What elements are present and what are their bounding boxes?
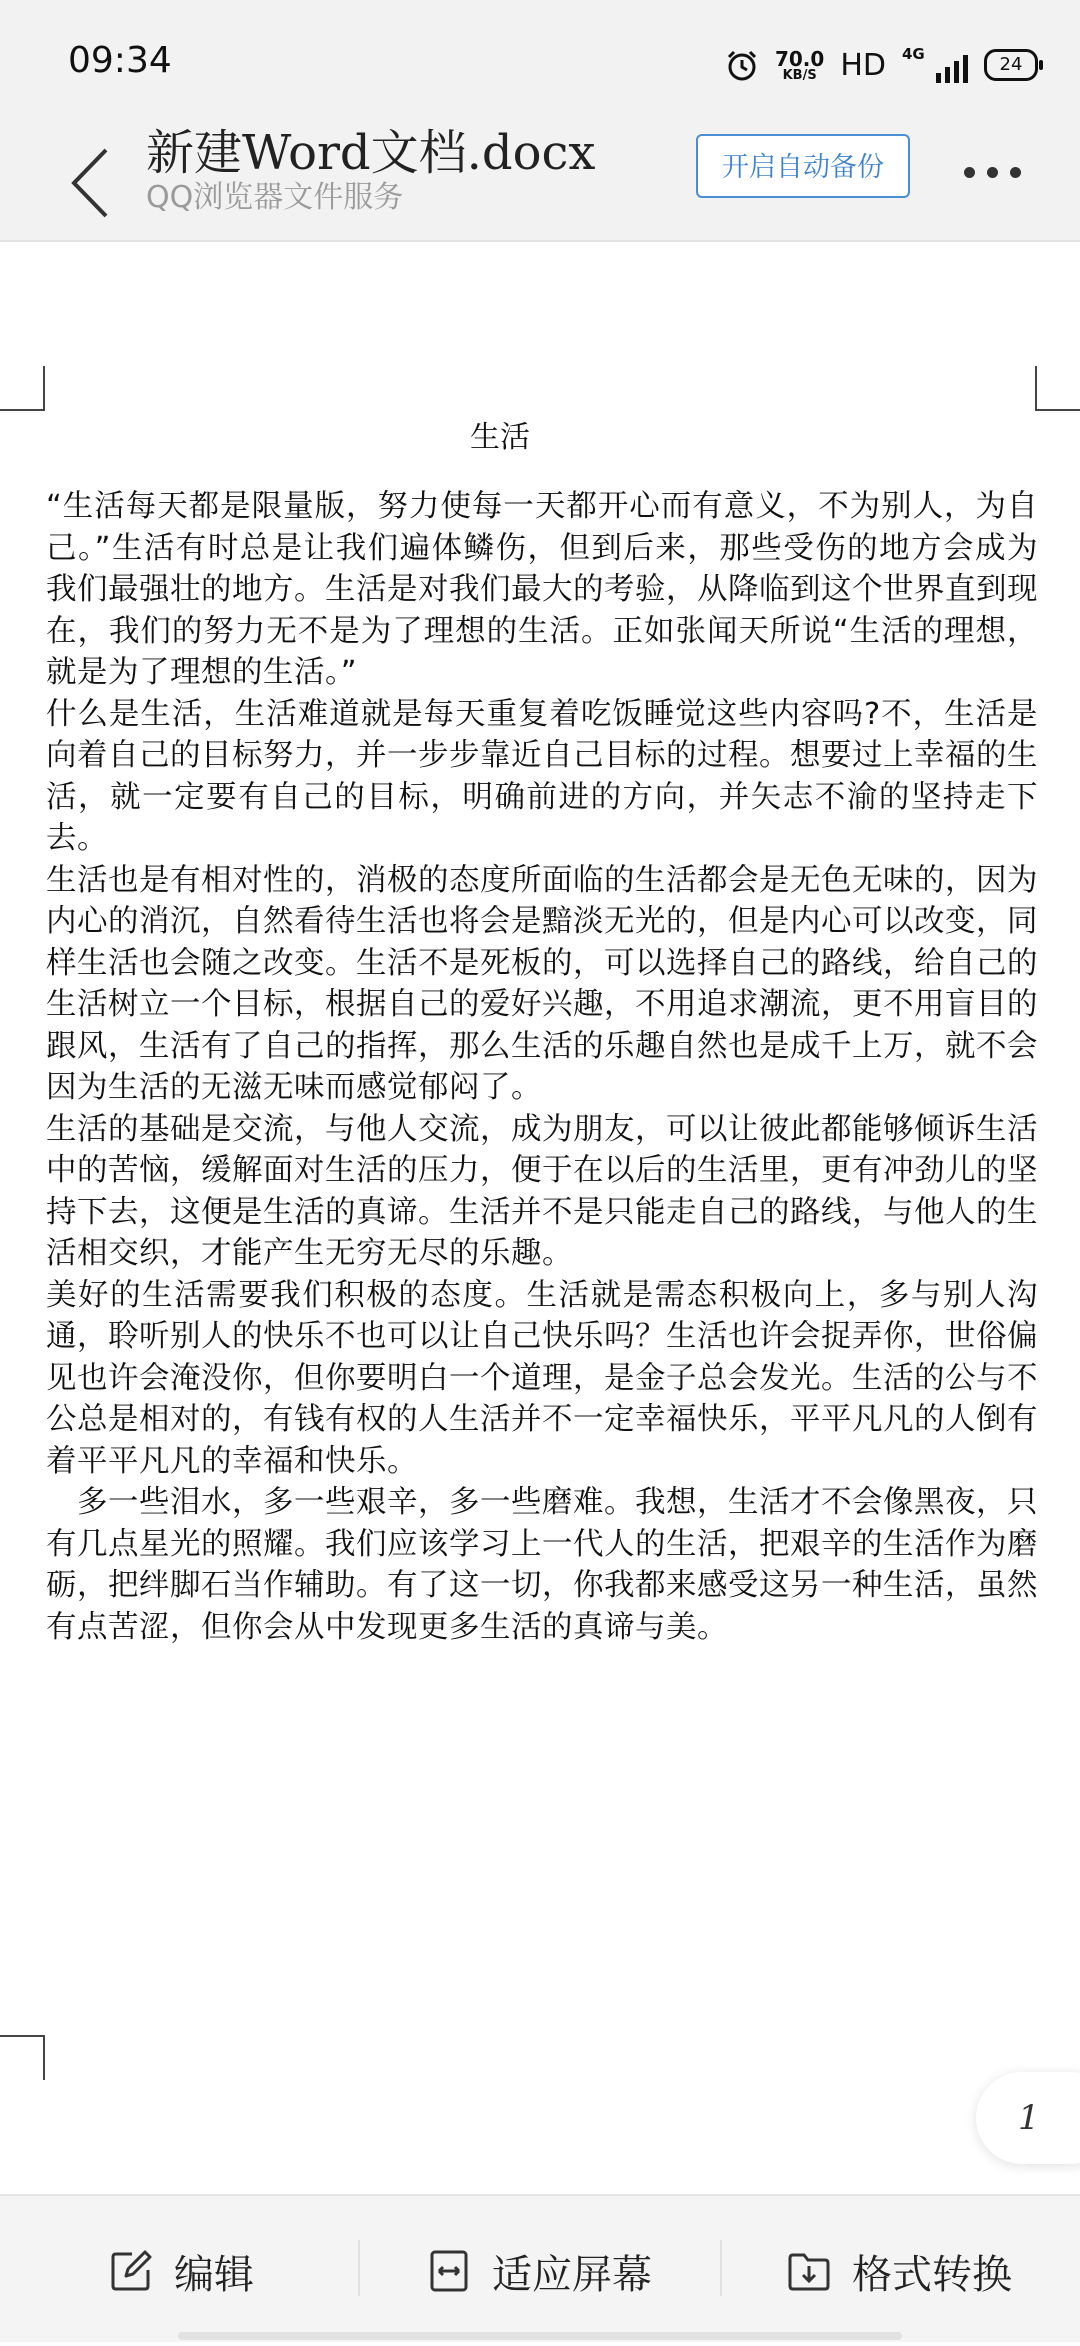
document-heading: 生活 <box>470 420 530 455</box>
page-number: 1 <box>1018 2098 1040 2138</box>
battery-icon <box>984 49 1038 81</box>
more-dot-icon <box>964 167 975 178</box>
toolbar-divider <box>358 2240 360 2296</box>
format-convert-button[interactable] <box>786 2196 1012 2346</box>
paragraph: 生活的基础是交流，与他人交流，成为朋友，可以让彼此都能够倾诉生活中的苦恼，缓解面对生活的压力，便于在以后的生活里，更有冲劲儿的坚持下去，这便是生活的真谛。生活并不是只能走自己的路线，与他人的生活相交织，才能产生无穷无尽的乐趣。 <box>46 1111 1038 1271</box>
status-time: 09:34 <box>68 40 172 81</box>
paragraph: “生活每天都是限量版，努力使每一天都开心而有意义，不为别人，为自己。”生活有时总是让我们遍体鳞伤，但到后来，那些受伤的地方会成为我们最强壮的地方。生活是对我们最大的考验，从降临到这个世界直到现在，我们的努力无不是为了理想的生活。正如张闻天所说“生活的理想，就是为了理想的生活。” <box>46 489 1038 690</box>
fit-screen-icon <box>426 2248 472 2294</box>
page-number-indicator[interactable] <box>976 2072 1080 2164</box>
network-type: 4G <box>902 45 925 63</box>
speed-unit: KB/S <box>782 67 817 83</box>
fit-screen-label: 适应屏幕 <box>492 2251 652 2298</box>
paragraph: 美好的生活需要我们积极的态度。生活就是需态积极向上，多与别人沟通，聆听别人的快乐不也可以让自己快乐吗？生活也许会捉弄你，世俗偏见也许会淹没你，但你要明白一个道理，是金子总会发光。生活的公与不公总是相对的，有钱有权的人生活并不一定幸福快乐，平平凡凡的人倒有着平平凡凡的幸福和快乐。 <box>46 1277 1038 1479</box>
folder-download-icon <box>786 2248 832 2294</box>
document-source: QQ浏览器文件服务 <box>146 180 404 215</box>
status-bar <box>0 0 1080 130</box>
app-header <box>0 125 1080 242</box>
status-icons <box>725 40 1038 90</box>
hd-label: HD <box>840 47 886 83</box>
fit-screen-button[interactable] <box>426 2196 652 2346</box>
paragraph: 生活也是有相对性的，消极的态度所面临的生活都会是无色无味的，因为内心的消沉，自然看待生活也将会是黯淡无光的，但是内心可以改变，同样生活也会随之改变。生活不是死板的，可以选择自己的路线，给自己的生活树立一个目标，根据自己的爱好兴趣，不用追求潮流，更不用盲目的跟风，生活有了自己的指挥，那么生活的乐趣自然也是成千上万，就不会因为生活的无滋无味而感觉郁闷了。 <box>46 862 1038 1105</box>
battery-level: 24 <box>999 54 1023 75</box>
network-speed <box>774 46 825 83</box>
chevron-left-icon <box>62 138 122 228</box>
more-options-button[interactable] <box>964 162 1030 182</box>
paragraph: 什么是生活，生活难道就是每天重复着吃饭睡觉这些内容吗?不，生活是向着自己的目标努力，并一步步靠近自己目标的过程。想要过上幸福的生活，就一定要有自己的目标，明确前进的方向，并矢志不渝的坚持走下去。 <box>46 696 1038 856</box>
toolbar-divider <box>720 2240 722 2296</box>
document-body <box>46 486 1038 1648</box>
edit-label: 编辑 <box>174 2251 254 2298</box>
edit-icon <box>108 2248 154 2294</box>
signal-icon <box>902 45 968 85</box>
crop-mark-bottom-left <box>0 2032 48 2080</box>
alarm-icon <box>725 48 759 82</box>
bottom-toolbar <box>0 2194 1080 2342</box>
back-button[interactable] <box>62 138 122 228</box>
more-dot-icon <box>987 167 998 178</box>
document-title: 新建Word文档.docx <box>146 125 596 181</box>
more-dot-icon <box>1010 167 1021 178</box>
speed-value: 70.0 <box>774 46 825 71</box>
edit-button[interactable] <box>108 2196 254 2346</box>
home-indicator[interactable] <box>178 2332 902 2340</box>
paragraph: 多一些泪水，多一些艰辛，多一些磨难。我想，生活才不会像黑夜，只有几点星光的照耀。我们应该学习上一代人的生活，把艰辛的生活作为磨砺，把绊脚石当作辅助。有了这一切，你我都来感受这另一种生活，虽然有点苦涩，但你会从中发现更多生活的真谛与美。 <box>46 1485 1038 1645</box>
crop-mark-top-right <box>1032 366 1080 414</box>
auto-backup-button[interactable]: 开启自动备份 <box>696 134 910 198</box>
crop-mark-top-left <box>0 366 48 414</box>
format-convert-label: 格式转换 <box>852 2251 1012 2298</box>
document-view[interactable] <box>0 242 1080 2192</box>
